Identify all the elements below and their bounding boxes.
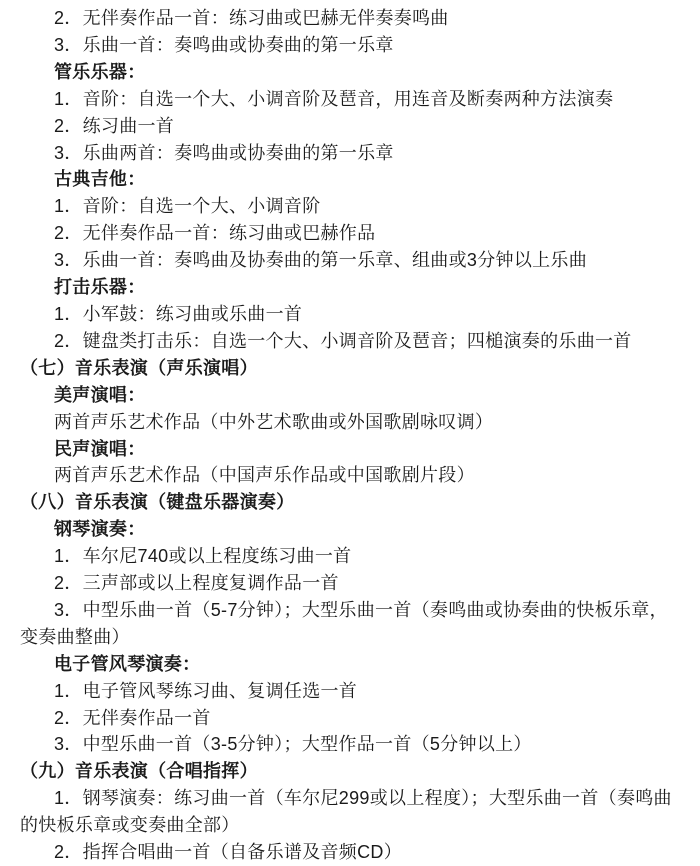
paragraph: 1．音阶：自选一个大、小调音阶 bbox=[54, 196, 321, 217]
paragraph: 3．中型乐曲一首（5-7分钟）；大型乐曲一首（奏鸣曲或协奏曲的快板乐章，变奏曲整曲） bbox=[20, 599, 668, 647]
paragraph: 1．小军鼓：练习曲或乐曲一首 bbox=[54, 303, 303, 324]
paragraph: 1．音阶：自选一个大、小调音阶及琶音，用连音及断奏两种方法演奏 bbox=[54, 88, 614, 109]
sub-heading: 管乐乐器： bbox=[54, 61, 146, 82]
document-body bbox=[20, 5, 676, 866]
paragraph: 3．乐曲两首：奏鸣曲或协奏曲的第一乐章 bbox=[54, 142, 394, 163]
paragraph: 1．电子管风琴练习曲、复调任选一首 bbox=[54, 680, 358, 701]
paragraph: 3．乐曲一首：奏鸣曲或协奏曲的第一乐章 bbox=[54, 34, 394, 55]
paragraph: 3．乐曲一首：奏鸣曲及协奏曲的第一乐章、组曲或3分钟以上乐曲 bbox=[54, 250, 588, 271]
sub-heading: 钢琴演奏： bbox=[54, 519, 146, 540]
section-heading: （七）音乐表演（声乐演唱） bbox=[20, 357, 258, 378]
paragraph: 2．指挥合唱曲一首（自备乐谱及音频CD） bbox=[54, 842, 403, 863]
paragraph: 2．无伴奏作品一首：练习曲或巴赫作品 bbox=[54, 223, 376, 244]
paragraph: 2．无伴奏作品一首：练习曲或巴赫无伴奏奏鸣曲 bbox=[54, 8, 449, 28]
paragraph: 2．无伴奏作品一首 bbox=[54, 707, 211, 728]
paragraph: 1．车尔尼740或以上程度练习曲一首 bbox=[54, 546, 352, 567]
paragraph: 两首声乐艺术作品（中国声乐作品或中国歌剧片段） bbox=[54, 465, 475, 486]
section-heading: （九）音乐表演（合唱指挥） bbox=[20, 761, 258, 782]
paragraph: 2．练习曲一首 bbox=[54, 115, 175, 136]
paragraph: 3．中型乐曲一首（3-5分钟）；大型作品一首（5分钟以上） bbox=[54, 734, 532, 755]
paragraph: 1．钢琴演奏：练习曲一首（车尔尼299或以上程度）；大型乐曲一首（奏鸣曲的快板乐章或变奏曲全部） bbox=[20, 788, 672, 836]
sub-heading: 民声演唱： bbox=[54, 438, 146, 459]
paragraph: 两首声乐艺术作品（中外艺术歌曲或外国歌剧咏叹调） bbox=[54, 411, 494, 432]
section-heading: （八）音乐表演（键盘乐器演奏） bbox=[20, 492, 295, 513]
paragraph: 2．键盘类打击乐：自选一个大、小调音阶及琶音；四槌演奏的乐曲一首 bbox=[54, 330, 632, 351]
sub-heading: 古典吉他： bbox=[54, 169, 146, 190]
sub-heading: 美声演唱： bbox=[54, 384, 146, 405]
paragraph: 2．三声部或以上程度复调作品一首 bbox=[54, 573, 339, 594]
sub-heading: 打击乐器： bbox=[54, 277, 146, 298]
sub-heading: 电子管风琴演奏： bbox=[54, 653, 201, 674]
